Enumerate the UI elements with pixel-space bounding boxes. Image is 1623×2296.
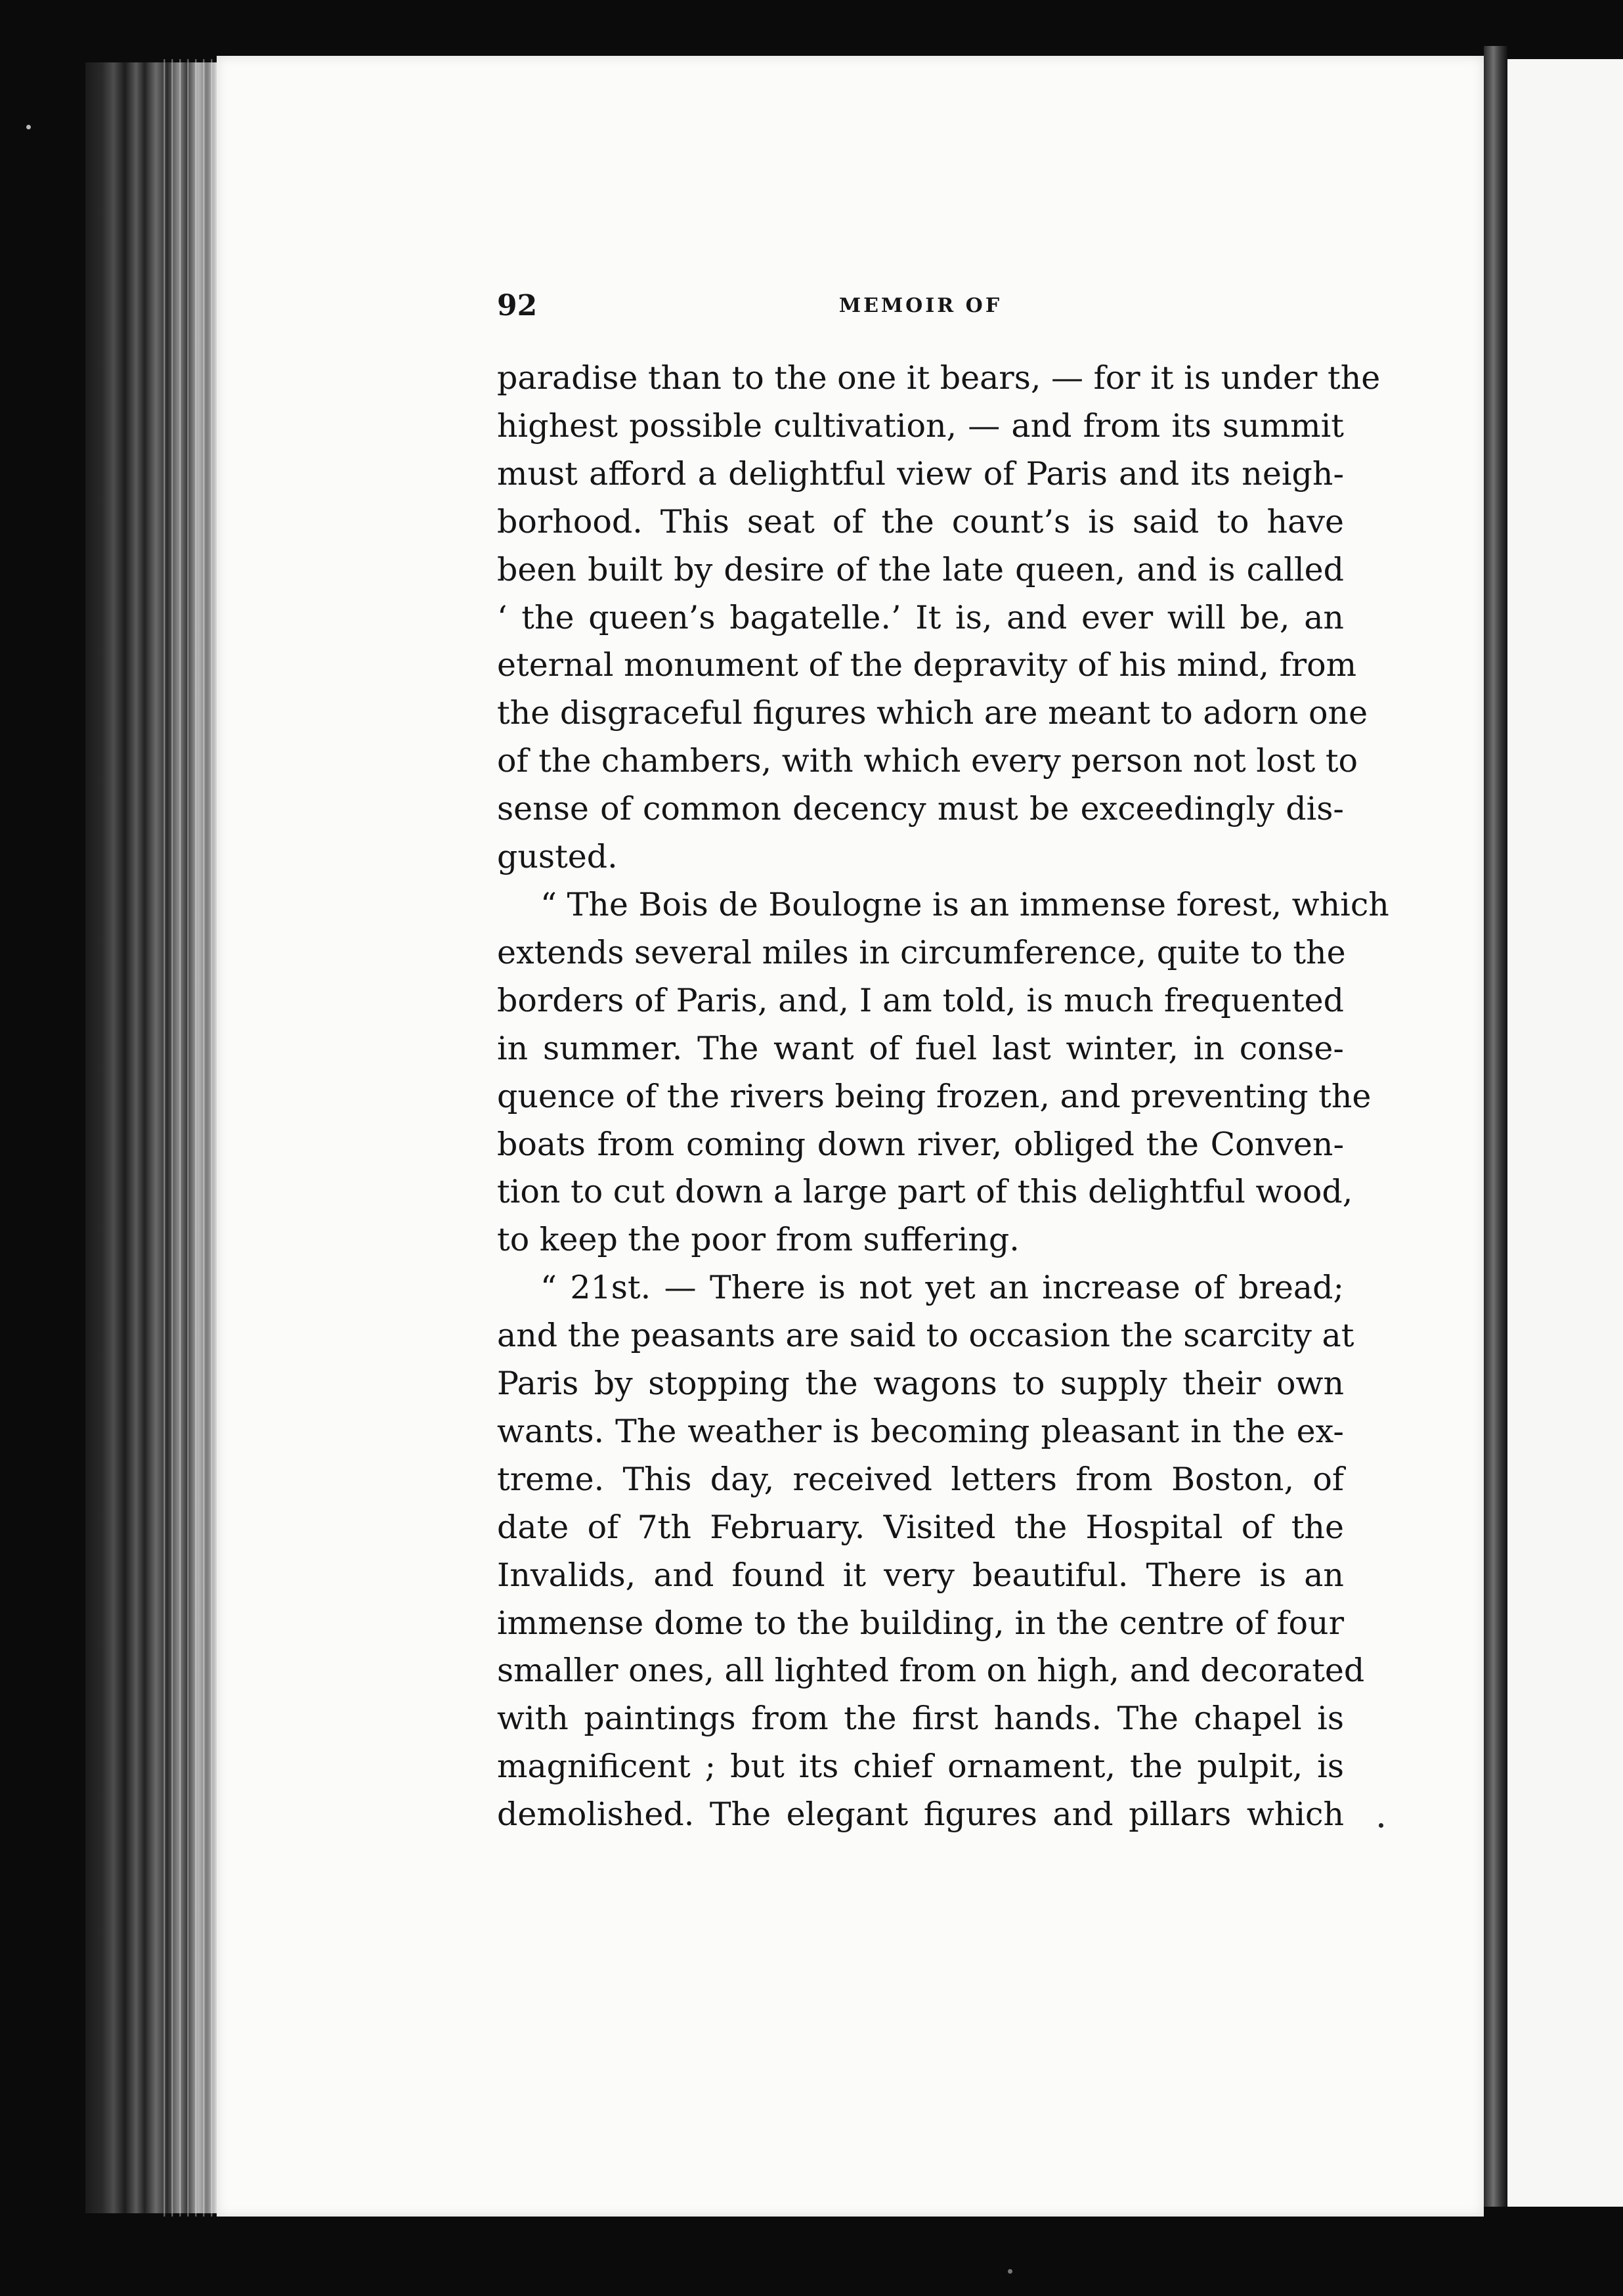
text-line: the disgraceful figures which are meant to adorn one <box>497 694 1368 732</box>
text-line: extends several miles in circumference, quite to the <box>497 933 1346 971</box>
text-line: borders of Paris, and, I am told, is much frequented <box>497 981 1344 1019</box>
text-line: date of 7th February. Visited the Hospital of the <box>497 1508 1344 1546</box>
text-line: to keep the poor from suffering. <box>497 1221 1020 1259</box>
page-number: 92 <box>497 289 538 322</box>
text-line: boats from coming down river, obliged the Conven- <box>497 1125 1344 1163</box>
text-line: Invalids, and found it very beautiful. There is an <box>497 1556 1344 1594</box>
text-line: tion to cut down a large part of this delightful wood, <box>497 1173 1353 1211</box>
text-line: must afford a delightful view of Paris and its neigh- <box>497 454 1344 493</box>
text-line: “ The Bois de Boulogne is an immense forest, which <box>540 885 1389 923</box>
text-line: treme. This day, received letters from Boston, of <box>497 1460 1344 1498</box>
text-line: quence of the rivers being frozen, and preventing the <box>497 1077 1372 1115</box>
text-line: eternal monument of the depravity of his mind, from <box>497 646 1357 684</box>
text-line: magnificent ; but its chief ornament, the pulpit, is <box>497 1748 1344 1786</box>
text-line: been built by desire of the late queen, and is called <box>497 550 1344 588</box>
text-line: borhood. This seat of the count’s is said to have <box>497 502 1344 541</box>
text-line: gusted. <box>497 838 618 876</box>
text-line: of the chambers, with which every person not lost to <box>497 742 1358 780</box>
scan-speck <box>26 125 31 129</box>
ink-speck <box>1379 1823 1383 1828</box>
text-line: in summer. The want of fuel last winter, in conse- <box>497 1029 1344 1067</box>
text-line: and the peasants are said to occasion the scarcity at <box>497 1317 1354 1355</box>
text-line: smaller ones, all lighted from on high, and decorated <box>497 1652 1365 1690</box>
text-line: paradise than to the one it bears, — for it is under the <box>497 359 1381 397</box>
text-line: Paris by stopping the wagons to supply their own <box>497 1365 1344 1403</box>
text-line: ‘ the queen’s bagatelle.’ It is, and ever will be, an <box>497 598 1344 636</box>
text-line: immense dome to the building, in the centre of four <box>497 1604 1344 1642</box>
text-line: with paintings from the first hands. The chapel is <box>497 1700 1344 1738</box>
running-head: MEMOIR OF <box>838 294 1003 317</box>
scan-speck <box>1008 2269 1012 2274</box>
facing-page-edge <box>1507 59 1623 2207</box>
text-line: wants. The weather is becoming pleasant in the ex- <box>497 1412 1344 1450</box>
page-header <box>497 289 1344 328</box>
text-line: highest possible cultivation, — and from its summit <box>497 407 1344 445</box>
body-text <box>497 355 1389 1839</box>
text-line: sense of common decency must be exceedingly dis- <box>497 790 1344 828</box>
text-line: “ 21st. — There is not yet an increase of bread; <box>540 1269 1344 1307</box>
book-gutter <box>1484 46 1507 2207</box>
text-line: demolished. The elegant figures and pillars which <box>497 1796 1344 1834</box>
